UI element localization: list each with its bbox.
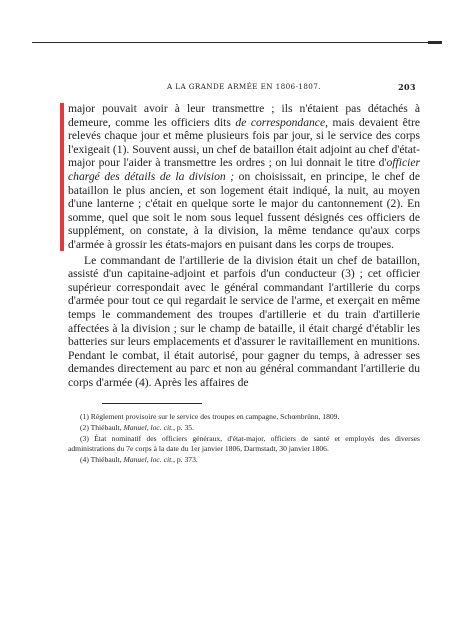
page-number: 203: [398, 82, 416, 92]
book-page: [68, 82, 420, 465]
running-head: [68, 82, 420, 96]
text-run: (2) Thiébault,: [80, 423, 124, 433]
italic-text: de correspondance: [235, 115, 326, 129]
running-title: A LA GRANDE ARMÉE EN 1806-1807.: [167, 82, 321, 91]
footnote: [68, 412, 420, 423]
text-run: (1) Règlement provisoire sur le service des troupes en campagne, Schœnbrünn, 1809.: [80, 412, 340, 422]
paragraph: [68, 254, 420, 390]
text-run: , p. 373.: [173, 454, 198, 464]
highlighted-paragraph: [68, 102, 420, 252]
text-run: (3) État nominatif des officiers généraux, d'état-major, officiers de santé et employés des diverses administrations du 7e corps à la date du 1er janvier 1806, Darmstadt, 30 janvier 1806.: [68, 433, 420, 454]
top-border-rule: [32, 42, 442, 43]
italic-text: officier chargé des détails de la division ;: [68, 156, 420, 183]
footnote: [68, 423, 420, 434]
text-run: , p. 35.: [173, 423, 194, 433]
text-run: (4) Thiébault,: [80, 454, 124, 464]
text-run: , mais devaient être relevés chaque jour et même plusieurs fois par jour, si le service des corps l'exigeait (1). Souvent aussi, un chef de bataillon était adjoint au chef d'état-major pour l'aider à transmettre les ordres ; on lui donnait le titre d': [68, 115, 420, 170]
footnote: [68, 455, 420, 466]
text-run: on choisissait, en principe, le chef de bataillon le plus ancien, et son logement était indiqué, la nuit, au moyen d'une lanterne ; c'était en quelque sorte le major du cantonnement (2). En somme, quel que soit le nom sous lequel fussent désignés ces officiers de supplément, on constate, à la division, la même tendance qu'aux corps d'armée à grossir les états-majors en puisant dans les corps de troupes.: [68, 169, 420, 251]
italic-text: Manuel, loc. cit.: [123, 423, 174, 433]
text-run: Le commandant de l'artillerie de la division était un chef de bataillon, assisté d'un capitaine-adjoint et parfois d'un conducteur (3) ; cet officier supérieur correspondait avec le général commandant l'artillerie du corps d'armée pour tout ce qui regardait le service de l'arme, et exerçait en même temps le commandement des troupes d'artillerie et du train d'artillerie affectées à la division ; sur le champ de bataille, il était chargé d'établir les batteries sur leurs emplacements et d'assurer le ravitaillement en munitions. Pendant le combat, il était autorisé, pour gagner du temps, à adresser ses demandes directement au parc et non au général commandant l'artillerie du corps d'armée (4). Après les affaires de: [68, 253, 420, 389]
footnote: [68, 434, 420, 455]
italic-text: Manuel, loc. cit.: [123, 454, 174, 464]
body-text: [68, 102, 420, 389]
text-run: major pouvait avoir à leur transmettre ; ils n'étaient pas détachés à demeure, comme les officiers dits: [68, 102, 420, 129]
footnotes: [68, 412, 420, 465]
top-border-rule-thick: [428, 41, 442, 44]
footnote-separator: [102, 403, 202, 404]
